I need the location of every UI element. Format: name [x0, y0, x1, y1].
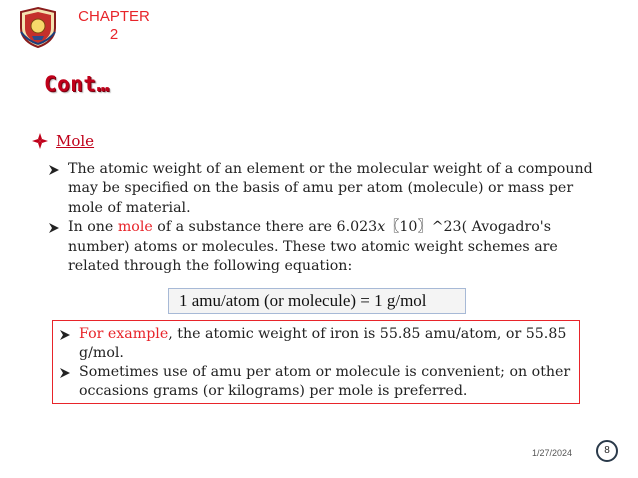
example-highlight: For example — [79, 326, 169, 342]
arrow-bullet-icon — [48, 164, 60, 176]
arrow-bullet-icon — [59, 329, 71, 341]
university-seal-icon — [18, 6, 58, 48]
list-item — [48, 218, 608, 276]
chapter-number: 2 — [109, 26, 119, 43]
list-item — [59, 363, 579, 401]
example-text: , the atomic weight of iron is 55.85 amu/atom, or 55.85 g/mol. — [79, 326, 567, 361]
list-item — [48, 160, 608, 218]
bullet-list — [48, 160, 608, 276]
times-symbol: x — [377, 219, 386, 236]
arrow-bullet-icon — [59, 367, 71, 379]
list-item — [59, 325, 579, 363]
diamond-bullet-icon — [32, 133, 48, 149]
bullet-text-suffix: 〖10〗^23( Avogadro's number) atoms or molecules. These two atomic weight schemes are related through the following equation: — [68, 219, 558, 275]
bullet-text-prefix: In one — [68, 219, 118, 236]
mole-highlight: mole — [117, 219, 153, 236]
page-number-badge: 8 — [596, 440, 618, 462]
slide-title: Cont… — [44, 72, 110, 96]
arrow-bullet-icon — [48, 222, 60, 234]
bullet-text: The atomic weight of an element or the molecular weight of a compound may be specified on the basis of amu per atom (molecule) or mass per mole of material. — [68, 161, 593, 216]
section-heading — [32, 132, 94, 150]
example-list — [59, 325, 579, 401]
bullet-text-middle: of a substance there are 6.023 — [152, 219, 378, 236]
chapter-label: CHAPTER — [78, 8, 150, 25]
equation-box: 1 amu/atom (or molecule) = 1 g/mol — [168, 288, 466, 314]
section-label: Mole — [56, 132, 95, 150]
example-box — [52, 320, 580, 404]
chapter-heading — [78, 8, 150, 44]
slide-date: 1/27/2024 — [532, 448, 573, 458]
example-text: Sometimes use of amu per atom or molecule is convenient; on other occasions grams (or kilograms) per mole is preferred. — [79, 364, 571, 399]
